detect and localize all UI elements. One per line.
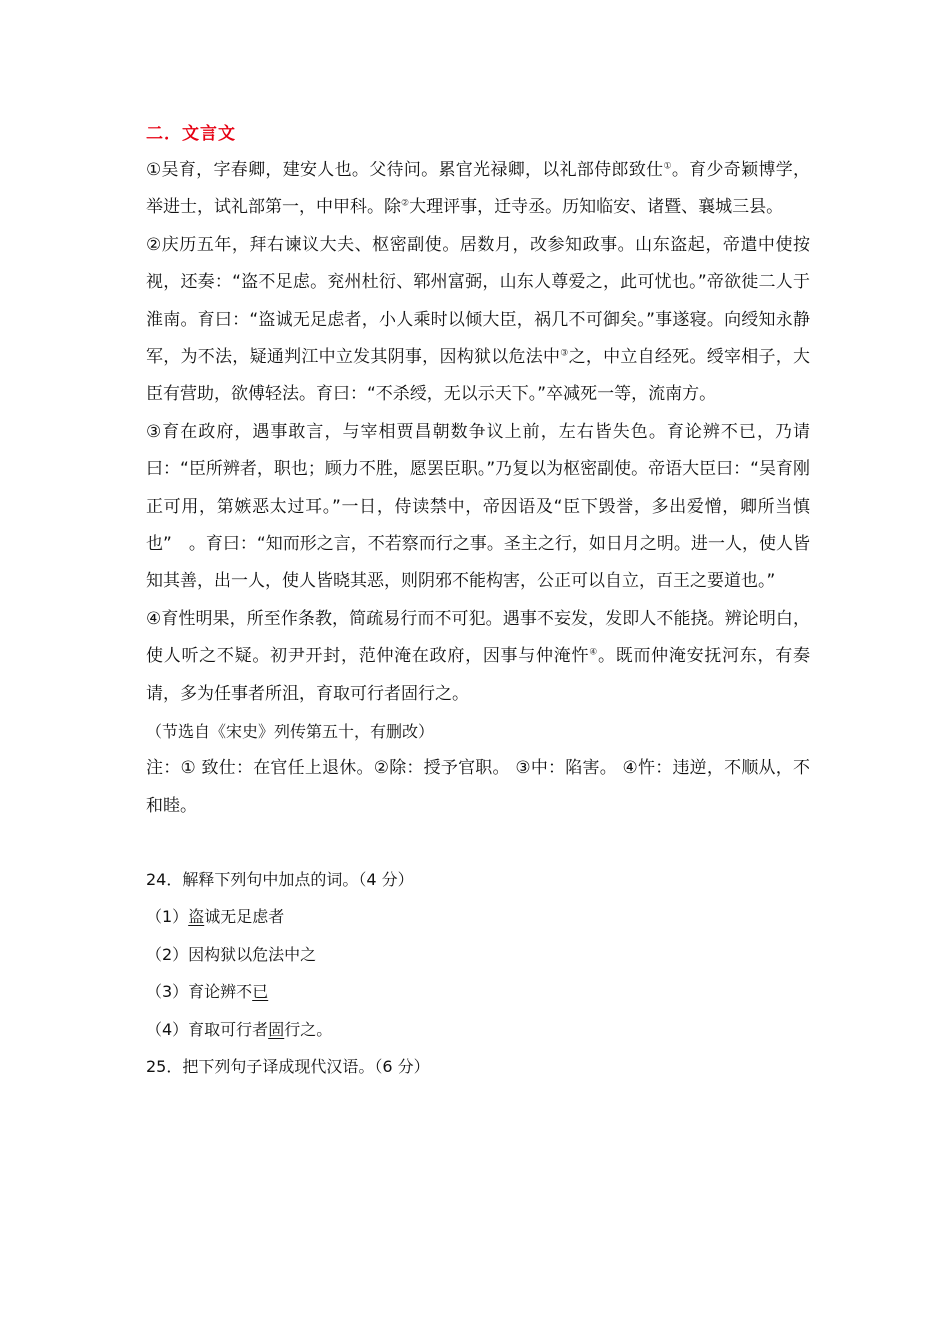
p1-text-a: ①吴育，字春卿，建安人也。父待问。累官光禄卿，以礼部侍郎致仕 bbox=[146, 160, 664, 180]
footnote-marker-1: ① bbox=[663, 161, 672, 172]
p4-text-b: 。既而仲淹安抚河东，有奏请，多为任事者所沮，育取可行者固行之。 bbox=[146, 646, 811, 704]
p2-text-b: 之，中立自经死。绶宰相子，大臣有营助，欲傅轻法。育曰：“不杀绶，无以示天下。”卒减死一等，流南方。 bbox=[146, 347, 811, 405]
question-25-title: 25．把下列句子译成现代汉语。（6 分） bbox=[146, 1057, 430, 1077]
passage-paragraph-3: ③育在政府，遇事敢言，与宰相贾昌朝数争议上前，左右皆失色。育论辨不已，乃请曰：“臣所辨者，职也；顾力不胜，愿罢臣职。”乃复以为枢密副使。帝语大臣曰：“吴育刚正可用，第嫉恶太过耳。”一日，侍读禁中，帝因语及“臣下毁誉，多出爱憎，卿所当慎也” 。育曰：“知而形之言，不若察而行之事。圣主之行，如日月之明。进一人，使人皆知其善，出一人，使人皆晓其恶，则阴邪不能构害，公正可以自立，百王之要道也。” bbox=[146, 421, 810, 592]
question-24-item-4 bbox=[146, 1011, 810, 1049]
item-1-post: 诚无足虑者 bbox=[204, 907, 285, 927]
spacer bbox=[146, 825, 810, 861]
footnote-marker-2: ② bbox=[401, 198, 410, 209]
item-4-marked-word: 固 bbox=[268, 1019, 285, 1039]
footnote-marker-3: ③ bbox=[560, 348, 569, 359]
passage-notes: 注：① 致仕：在官任上退休。②除：授予官职。 ③中：陷害。 ④忤：违逆，不顺从，不和睦。 bbox=[146, 758, 810, 816]
p2-text-a: ②庆历五年，拜右谏议大夫、枢密副使。居数月，改参知政事。山东盗起，帝遣中使按视，还奏：“盗不足虑。兖州杜衍、郓州富弼，山东人尊爱之，此可忧也。”帝欲徙二人于淮南。育曰：“盗诚无足虑者，小人乘时以倾大臣，祸几不可御矣。”事遂寝。向绶知永静军，为不法，疑通判江中立发其阴事，因构狱以危法中 bbox=[146, 234, 810, 368]
item-4-post: 行之。 bbox=[284, 1019, 333, 1039]
p1-text-c: 大理评事，迁寺丞。历知临安、诸暨、襄城三县。 bbox=[409, 197, 784, 218]
item-1-marked-word: 盗 bbox=[188, 907, 205, 927]
section-title: 二．文言文 bbox=[146, 124, 236, 144]
item-4-pre: （4）育取可行者 bbox=[146, 1019, 269, 1039]
passage-paragraph-4 bbox=[146, 601, 810, 713]
footnote-marker-4: ④ bbox=[589, 647, 598, 658]
item-3-marked-word: 已 bbox=[252, 982, 269, 1002]
document-page bbox=[146, 118, 810, 1086]
p1-text-b: 。育少奇颖博学，举进士，试礼部第一，中甲科。除 bbox=[146, 160, 811, 218]
item-3-pre: （3）育论辨不 bbox=[146, 982, 253, 1002]
question-24-title: 24．解释下列句中加点的词。（4 分） bbox=[146, 869, 414, 889]
p4-text-a: ④育性明果，所至作条教，简疏易行而不可犯。遇事不妄发，发即人不能挠。辨论明白，使人听之不疑。初尹开封，范仲淹在政府，因事与仲淹忤 bbox=[146, 608, 810, 667]
item-1-pre: （1） bbox=[146, 907, 189, 927]
passage-paragraph-2 bbox=[146, 227, 810, 414]
item-2-pre: （2）因构狱以危法中之 bbox=[146, 944, 317, 964]
question-24-item-1 bbox=[146, 898, 810, 936]
question-24-item-2 bbox=[146, 936, 810, 974]
passage-source: （节选自《宋史》列传第五十，有删改） bbox=[146, 722, 435, 742]
passage-paragraph-1 bbox=[146, 152, 810, 227]
question-24-item-3 bbox=[146, 973, 810, 1011]
